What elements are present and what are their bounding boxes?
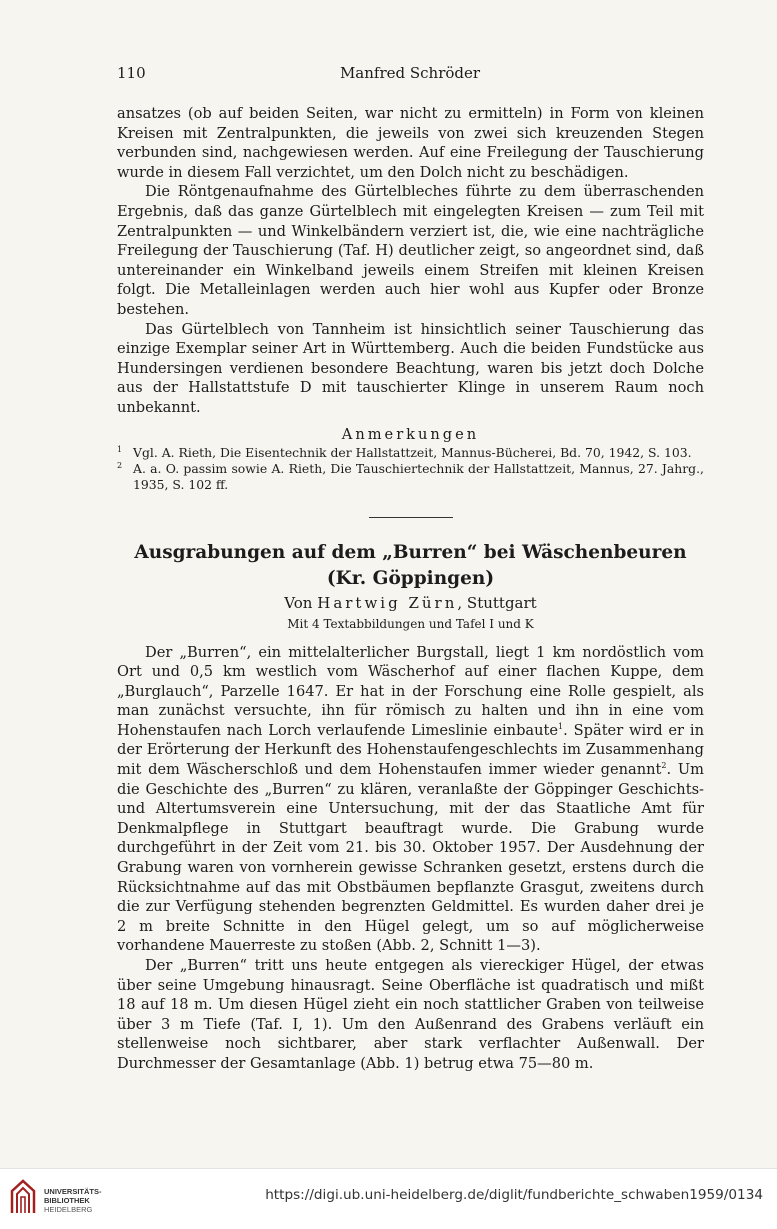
- permalink-url[interactable]: https://digi.ub.uni-heidelberg.de/diglit/fundberichte_schwaben1959/0134: [265, 1187, 763, 1203]
- footnote-2: [117, 461, 704, 493]
- body-paragraph-2: Die Röntgenaufnahme des Gürtelbleches führte zu dem überraschenden Ergebnis, daß das ganze Gürtelblech mit eingelegten Kreisen — zum Teil mit Zentralpunkten — und Winkelbändern verziert ist, die, wie eine nachträgliche Freilegung der Tauschierung (Taf. H) deutlicher zeigt, so angeordnet sind, daß untereinander ein Winkelband jeweils einem Streifen mit kleinen Kreisen folgt. Die Metalleinlagen werden auch hier wohl aus Kupfer oder Bronze bestehen.: [117, 183, 704, 318]
- page-number: 110: [117, 64, 146, 82]
- page-header: [117, 64, 703, 86]
- library-name-line-1: UNIVERSITÄTS-: [44, 1187, 102, 1196]
- library-name-line-2: BIBLIOTHEK: [44, 1196, 90, 1205]
- article-author: [117, 594, 704, 612]
- article-title-line-2: (Kr. Göppingen): [326, 567, 495, 589]
- library-logo-icon: [8, 1177, 38, 1217]
- section-divider: [369, 517, 453, 518]
- author-prefix: Von: [284, 593, 313, 612]
- body-paragraph-1: ansatzes (ob auf beiden Seiten, war nicht zu ermitteln) in Form von kleinen Kreisen mit Zentralpunkten, die jeweils von zwei sich kreuzenden Stegen verbunden sind, nachgewiesen werden. Auf eine Freilegung der Tauschierung wurde in diesem Fall verzichtet, um den Dolch nicht zu beschädigen.: [117, 105, 704, 181]
- notes-heading: Anmerkungen: [341, 425, 480, 443]
- article-subtitle: Mit 4 Textabbildungen und Tafel I und K: [287, 616, 534, 631]
- footnote-1-text: Vgl. A. Rieth, Die Eisentechnik der Hallstattzeit, Mannus-Bücherei, Bd. 70, 1942, S. 103.: [133, 444, 692, 460]
- library-name-line-3: HEIDELBERG: [44, 1205, 93, 1214]
- footnote-2-text: A. a. O. passim sowie A. Rieth, Die Tauschiertechnik der Hallstattzeit, Mannus, 27. Jahrg., 1935, S. 102 ff.: [133, 460, 704, 492]
- body-paragraph-3: Das Gürtelblech von Tannheim ist hinsichtlich seiner Tauschierung das einzige Exemplar seiner Art in Württemberg. Auch die beiden Fundstücke aus Hundersingen verdienen besondere Beachtung, waren bis jetzt doch Dolche aus der Hallstattstufe D mit tauschierter Klinge in unserem Raum noch unbekannt.: [117, 320, 704, 416]
- author-affiliation: , Stuttgart: [457, 593, 537, 612]
- article-paragraph-1-part-a: Der „Burren“, ein mittelalterlicher Burgstall, liegt 1 km nordöstlich vom Ort und 0,5 km westlich vom Wäscherhof auf einer flachen Kuppe, dem „Burglauch“, Parzelle 1647. Er hat in der Forschung eine Rolle gespielt, als man zunächst versuchte, ihn für römisch zu halten und ihn in eine vom Hohenstaufen nach Lorch verlaufende Limeslinie einbaute: [117, 643, 704, 739]
- footnote-ref-1: 1: [558, 721, 564, 731]
- footnote-ref-2: 2: [661, 761, 667, 771]
- viewer-footer: [0, 1168, 777, 1229]
- author-name: Hartwig Zürn: [317, 593, 458, 612]
- article-title-line-1: Ausgrabungen auf dem „Burren“ bei Wäschenbeuren: [134, 541, 687, 563]
- library-name: [44, 1187, 102, 1214]
- footnote-1: [117, 445, 704, 461]
- article-paragraph-1: [117, 643, 704, 957]
- article-paragraph-1-part-b: . Später wird er in der Erörterung der Herkunft des Hohenstaufengeschlechts im Zusammenhang mit dem Wäscherschloß und dem Hohenstaufen immer wieder genannt: [117, 721, 704, 779]
- article-paragraph-1-part-c: . Um die Geschichte des „Burren“ zu klären, veranlaßte der Göppinger Geschichts- und Altertumsverein eine Untersuchung, mit der das Staatliche Amt für Denkmalpflege in Stuttgart beauftragt wurde. Die Grabung wurde durchgeführt in der Zeit vom 21. bis 30. Oktober 1957. Der Ausdehnung der Grabung waren von vornherein gewisse Schranken gesetzt, erstens durch die Rücksichtnahme auf das mit Obstbäumen bepflanzte Grasgut, zweitens durch die zur Verfügung stehenden begrenzten Geldmittel. Es wurden daher drei je 2 m breite Schnitte in den Hügel gelegt, um so auf möglicherweise vorhandene Mauerreste zu stoßen (Abb. 2, Schnitt 1—3).: [117, 761, 704, 955]
- footnote-1-mark: 1: [117, 444, 123, 454]
- article-paragraph-2: Der „Burren“ tritt uns heute entgegen als viereckiger Hügel, der etwas über seine Umgebung hinausragt. Seine Oberfläche ist quadratisch und mißt 18 auf 18 m. Um diesen Hügel zieht ein noch stattlicher Graben von teilweise über 3 m Tiefe (Taf. I, 1). Um den Außenrand des Grabens verläuft ein stellenweise noch sichtbarer, aber stark verflachter Außenwall. Der Durchmesser der Gesamtanlage (Abb. 1) betrug etwa 75—80 m.: [117, 957, 704, 1072]
- footnote-2-mark: 2: [117, 460, 123, 470]
- running-head: Manfred Schröder: [339, 64, 481, 82]
- page-content: [117, 104, 704, 1074]
